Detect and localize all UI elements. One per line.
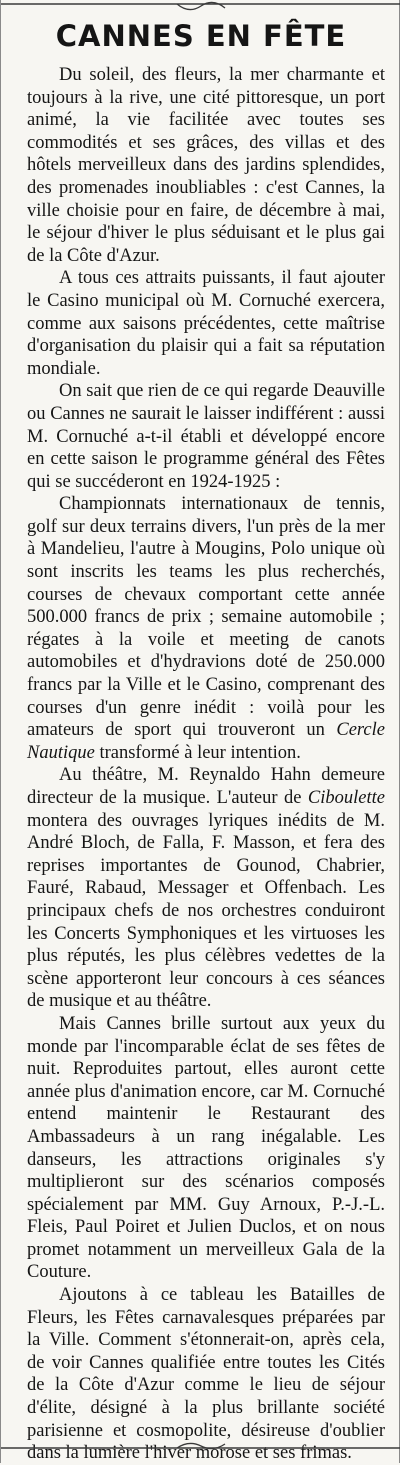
paragraph-text: A tous ces attraits puissants, il faut ajouter le Casino municipal où M. Cornuché exercera, comme aux saisons précédentes, cette maîtrise d'organisation du plaisir qui a fait sa réputation mondiale. [27,268,385,379]
paragraph-text: Championnats internationaux de tennis, golf sur deux terrains divers, l'un près de la mer à Mandelieu, l'autre à Mougins, Polo unique où sont inscrits les teams les plus recherchés, courses de chevaux comportant cette année 500.000 francs de prix ; semaine automobile ; régates à la voile et meeting de canots automobiles et d'hydravions doté de 250.000 francs par la Ville et le Casino, comprenant des courses d'un genre inédit : voilà pour les amateurs de sport qui trouveront un [27,494,385,741]
article-paragraph [27,1013,385,1284]
article-body [1,64,400,1465]
article-paragraph [27,64,385,267]
paragraph-text: Mais Cannes brille surtout aux yeux du monde par l'incomparable éclat de ses fêtes de nuit. Reproduites partout, elles auront cette année plus d'animation encore, car M. Cornuché entend maintenir le Restaurant des Ambassadeurs à un rang inégalable. Les danseurs, les attractions originales s'y multiplieront sur des scénarios composés spécialement par MM. Guy Arnoux, P.-J.-L. Fleis, Paul Poiret et Julien Duclos, et on nous promet notamment un merveilleux Gala de la Couture. [27,1013,385,1283]
paragraph-text: Ajoutons à ce tableau les Batailles de Fleurs, les Fêtes carnavalesques préparées par la Ville. Comment s'étonnerait-on, après cela, de voir Cannes qualifiée entre toutes les Cités de la Côte d'Azur comme le lieu de séjour d'élite, désigné à la plus brillante société parisienne et cosmopolite, désireuse d'oublier dans la lumière l'hiver morose et ses frimas. [27,1285,385,1464]
article-title: CANNES EN FÊTE [55,19,347,53]
paragraph-text: Au théâtre, M. Reynaldo Hahn demeure directeur de la musique. L'auteur de [27,765,385,808]
article-paragraph [27,764,385,1013]
paragraph-text: Du soleil, des fleurs, la mer charmante et toujours à la rive, une cité pittoresque, un port animé, la vie facilitée avec toutes ses commodités et ses grâces, des villas et des hôtels merveilleux dans des jardins splendides, des promenades inoubliables : c'est Cannes, la ville choisie pour en faire, de décembre à mai, le séjour d'hiver le plus séduisant et le plus gai de la Côte d'Azur. [27,65,385,266]
article-paragraph [27,493,385,764]
top-ornament-rule [1,0,400,14]
bottom-ornament-rule [1,1440,400,1454]
paragraph-text: transformé à leur intention. [94,742,301,763]
article-paragraph [27,267,385,380]
italic-title: Cercle Nautique [27,720,385,763]
paragraph-text: montera des ouvrages lyriques inédits de M. André Bloch, de Falla, F. Masson, et fera des reprises importantes de Gounod, Chabrier, Fauré, Rabaud, Messager et Offenbach. Les principaux chefs de nos orchestres conduiront les Concerts Symphoniques et les virtuoses les plus réputés, les plus célèbres vedettes de la scène apporteront leur concours à ces séances de musique et au théâtre. [27,810,385,1012]
article-paragraph [27,380,385,493]
paragraph-text: On sait que rien de ce qui regarde Deauville ou Cannes ne saurait le laisser indifférent : aussi M. Cornuché a-t-il établi et développé encore en cette saison le programme général des Fêtes qui se succéderont en 1924-1925 : [27,381,385,492]
article-paragraph [27,1284,385,1465]
italic-title: Ciboulette [307,788,385,808]
